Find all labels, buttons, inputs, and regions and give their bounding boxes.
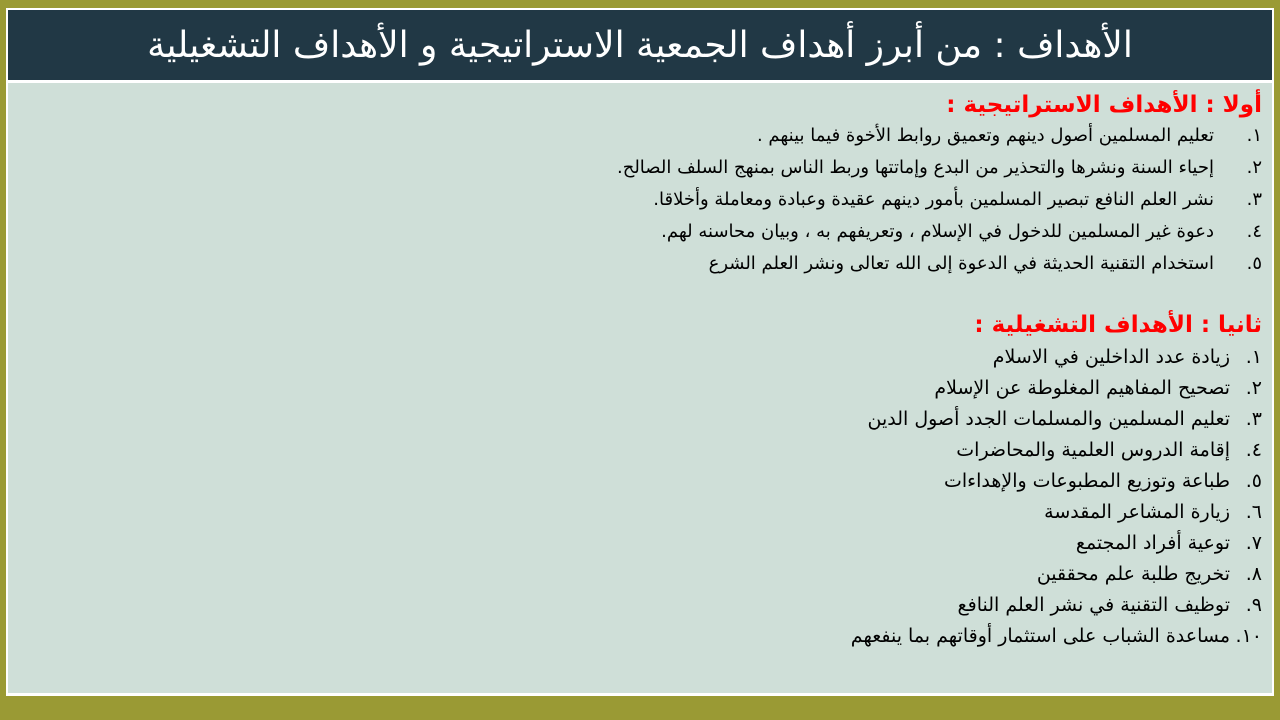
item-number: ٧. — [1245, 532, 1262, 554]
list-item — [18, 590, 1262, 621]
item-text: مساعدة الشباب على استثمار أوقاتهم بما ينفعهم — [850, 625, 1230, 647]
list-item — [18, 435, 1262, 466]
item-text: زيارة المشاعر المقدسة — [1044, 501, 1230, 523]
item-number: ٩. — [1245, 594, 1262, 616]
operational-goals-list — [18, 342, 1262, 652]
slide-title-bar — [8, 10, 1272, 80]
item-text: تعليم المسلمين والمسلمات الجدد أصول الدين — [867, 408, 1230, 430]
item-number: ٤. — [1245, 439, 1262, 461]
item-number: ٢. — [1246, 157, 1262, 178]
item-number: ٨. — [1245, 563, 1262, 585]
item-text: تصحيح المفاهيم المغلوطة عن الإسلام — [934, 377, 1230, 399]
item-number: ٣. — [1246, 189, 1262, 210]
operational-goals-heading: ثانيا : الأهداف التشغيلية : — [974, 312, 1262, 338]
item-number: ٦. — [1245, 501, 1262, 523]
list-item — [18, 497, 1262, 528]
slide-title: الأهداف : من أبرز أهداف الجمعية الاستراتيجية و الأهداف التشغيلية — [147, 24, 1133, 66]
list-item — [18, 528, 1262, 559]
item-text: طباعة وتوزيع المطبوعات والإهداءات — [943, 470, 1230, 492]
item-number: ٥. — [1246, 253, 1262, 274]
list-item — [18, 248, 1262, 280]
strategic-goals-heading: أولا : الأهداف الاستراتيجية : — [946, 92, 1262, 118]
item-text: إقامة الدروس العلمية والمحاضرات — [956, 439, 1230, 461]
item-text: إحياء السنة ونشرها والتحذير من البدع وإماتتها وربط الناس بمنهج السلف الصالح. — [616, 157, 1214, 178]
item-text: زيادة عدد الداخلين في الاسلام — [992, 346, 1230, 368]
item-text: دعوة غير المسلمين للدخول في الإسلام ، وتعريفهم به ، وبيان محاسنه لهم. — [661, 221, 1214, 242]
item-number: ٤. — [1246, 221, 1262, 242]
list-item — [18, 373, 1262, 404]
item-text: نشر العلم النافع تبصير المسلمين بأمور دينهم عقيدة وعبادة ومعاملة وأخلاقا. — [653, 189, 1214, 210]
list-item — [18, 184, 1262, 216]
list-item — [18, 216, 1262, 248]
list-item — [18, 120, 1262, 152]
list-item — [18, 342, 1262, 373]
list-item — [18, 559, 1262, 590]
item-text: تعليم المسلمين أصول دينهم وتعميق روابط الأخوة فيما بينهم . — [756, 125, 1214, 146]
item-number: ١٠. — [1235, 625, 1262, 647]
strategic-goals-list — [18, 120, 1262, 280]
list-item — [18, 621, 1262, 652]
list-item — [18, 404, 1262, 435]
item-number: ٣. — [1245, 408, 1262, 430]
item-text: استخدام التقنية الحديثة في الدعوة إلى الله تعالى ونشر العلم الشرع — [708, 253, 1214, 274]
item-text: توعية أفراد المجتمع — [1075, 532, 1230, 554]
slide — [6, 8, 1274, 696]
list-item — [18, 152, 1262, 184]
item-number: ٢. — [1245, 377, 1262, 399]
item-number: ١. — [1245, 346, 1262, 368]
item-text: توظيف التقنية في نشر العلم النافع — [957, 594, 1230, 616]
list-item — [18, 466, 1262, 497]
item-number: ٥. — [1245, 470, 1262, 492]
content-panel — [8, 83, 1272, 693]
item-text: تخريج طلبة علم محققين — [1036, 563, 1230, 585]
item-number: ١. — [1246, 125, 1262, 146]
